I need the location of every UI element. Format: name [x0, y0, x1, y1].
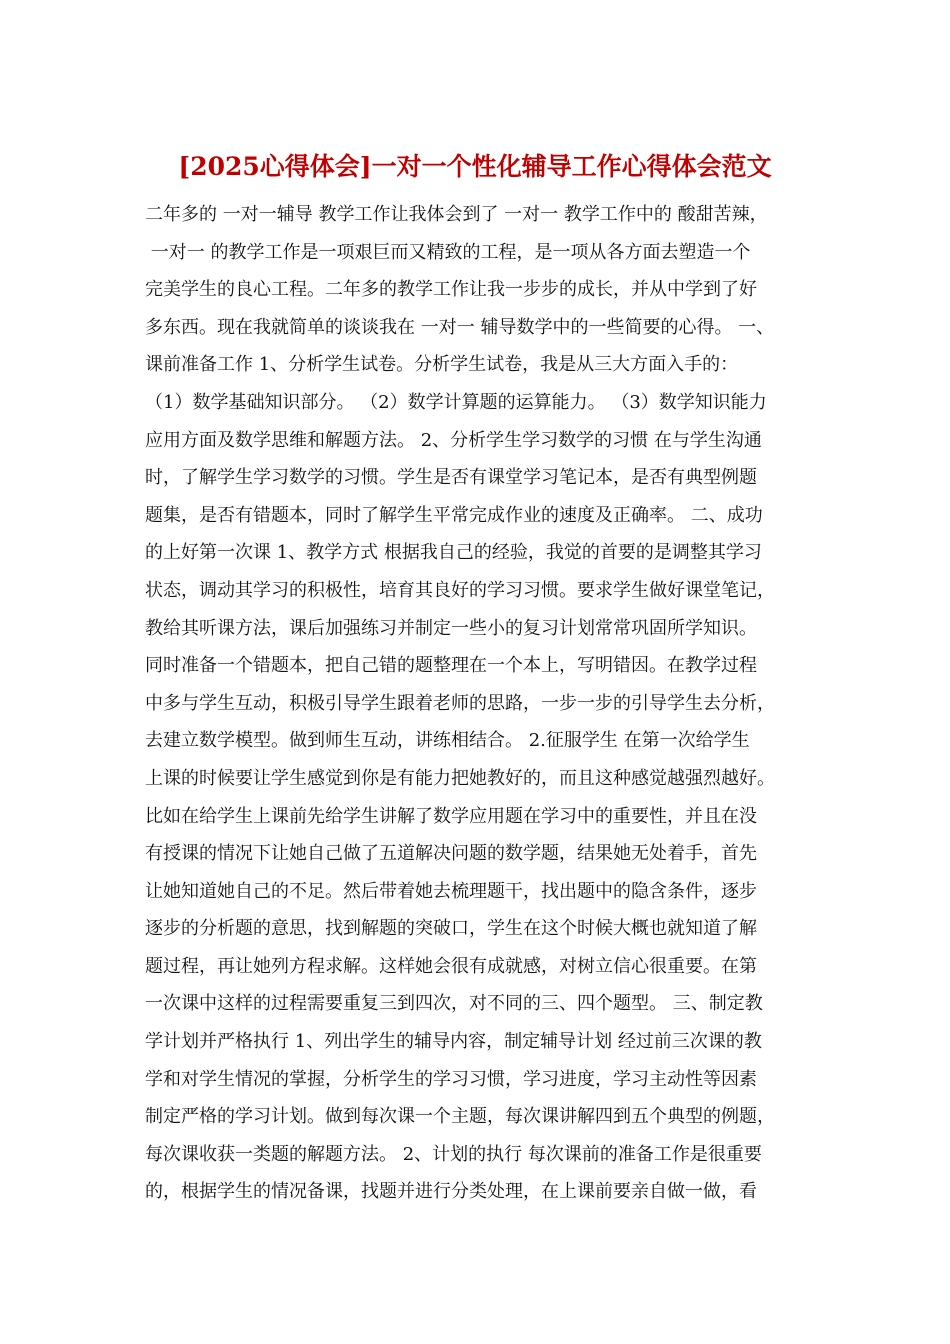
body-line: 应用方面及数学思维和解题方法。 2、分析学生学习数学的习惯 在与学生沟通: [145, 429, 762, 451]
body-line: 时，了解学生学习数学的习惯。学生是否有课堂学习笔记本，是否有典型例题: [145, 467, 757, 489]
body-line: 每次课收获一类题的解题方法。 2、计划的执行 每次课前的准备工作是很重要: [145, 1143, 762, 1165]
body-line: （1）数学基础知识部分。 （2）数学计算题的运算能力。 （3）数学知识能力: [145, 391, 767, 413]
body-line: 一次课中这样的过程需要重复三到四次，对不同的三、四个题型。 三、制定教: [145, 993, 763, 1015]
body-line: 比如在给学生上课前先给学生讲解了数学应用题在学习中的重要性，并且在没: [145, 805, 757, 827]
body-line: 题过程，再让她列方程求解。这样她会很有成就感，对树立信心很重要。在第: [145, 955, 757, 977]
document-body: [145, 196, 825, 1211]
body-line: 制定严格的学习计划。做到每次课一个主题，每次课讲解四到五个典型的例题，: [145, 1106, 775, 1128]
body-line: 完美学生的良心工程。二年多的教学工作让我一步步的成长，并从中学到了好: [145, 279, 757, 301]
body-line: 学计划并严格执行 1、列出学生的辅导内容，制定辅导计划 经过前三次课的教: [145, 1031, 762, 1053]
body-line: 教给其听课方法，课后加强练习并制定一些小的复习计划常常巩固所学知识。: [145, 617, 757, 639]
body-line: 让她知道她自己的不足。然后带着她去梳理题干，找出题中的隐含条件，逐步: [145, 880, 757, 902]
body-line: 上课的时候要让学生感觉到你是有能力把她教好的，而且这种感觉越强烈越好。: [145, 767, 775, 789]
body-line: 逐步的分析题的意思，找到解题的突破口，学生在这个时候大概也就知道了解: [145, 918, 757, 940]
body-line: 题集，是否有错题本，同时了解学生平常完成作业的速度及正确率。 二、成功: [145, 504, 763, 526]
body-line: 多东西。现在我就简单的谈谈我在 一对一 辅导数学中的一些简要的心得。 一、: [145, 316, 775, 338]
body-line: 同时准备一个错题本，把自己错的题整理在一个本上，写明错因。在教学过程: [145, 655, 757, 677]
body-line: 的上好第一次课 1、教学方式 根据我自己的经验，我觉的首要的是调整其学习: [145, 542, 762, 564]
document-title: [2025心得体会]一对一个性化辅导工作心得体会范文: [178, 152, 772, 181]
body-line: 的，根据学生的情况备课，找题并进行分类处理，在上课前要亲自做一做，看: [145, 1181, 757, 1203]
body-line: 学和对学生情况的掌握，分析学生的学习习惯，学习进度，学习主动性等因素: [145, 1068, 757, 1090]
body-line: 二年多的 一对一辅导 教学工作让我体会到了 一对一 教学工作中的 酸甜苦辣，: [145, 204, 768, 225]
body-line: 一对一 的教学工作是一项艰巨而又精致的工程，是一项从各方面去塑造一个: [145, 241, 751, 263]
body-line: 中多与学生互动，积极引导学生跟着老师的思路，一步一步的引导学生去分析，: [145, 692, 775, 714]
body-line: 有授课的情况下让她自己做了五道解决问题的数学题，结果她无处着手，首先: [145, 843, 757, 865]
body-line: 状态，调动其学习的积极性，培育其良好的学习习惯。要求学生做好课堂笔记，: [145, 579, 775, 601]
body-line: 课前准备工作 1、分析学生试卷。分析学生试卷，我是从三大方面入手的：: [145, 354, 739, 376]
body-line: 去建立数学模型。做到师生互动，讲练相结合。 2.征服学生 在第一次给学生: [145, 730, 750, 752]
